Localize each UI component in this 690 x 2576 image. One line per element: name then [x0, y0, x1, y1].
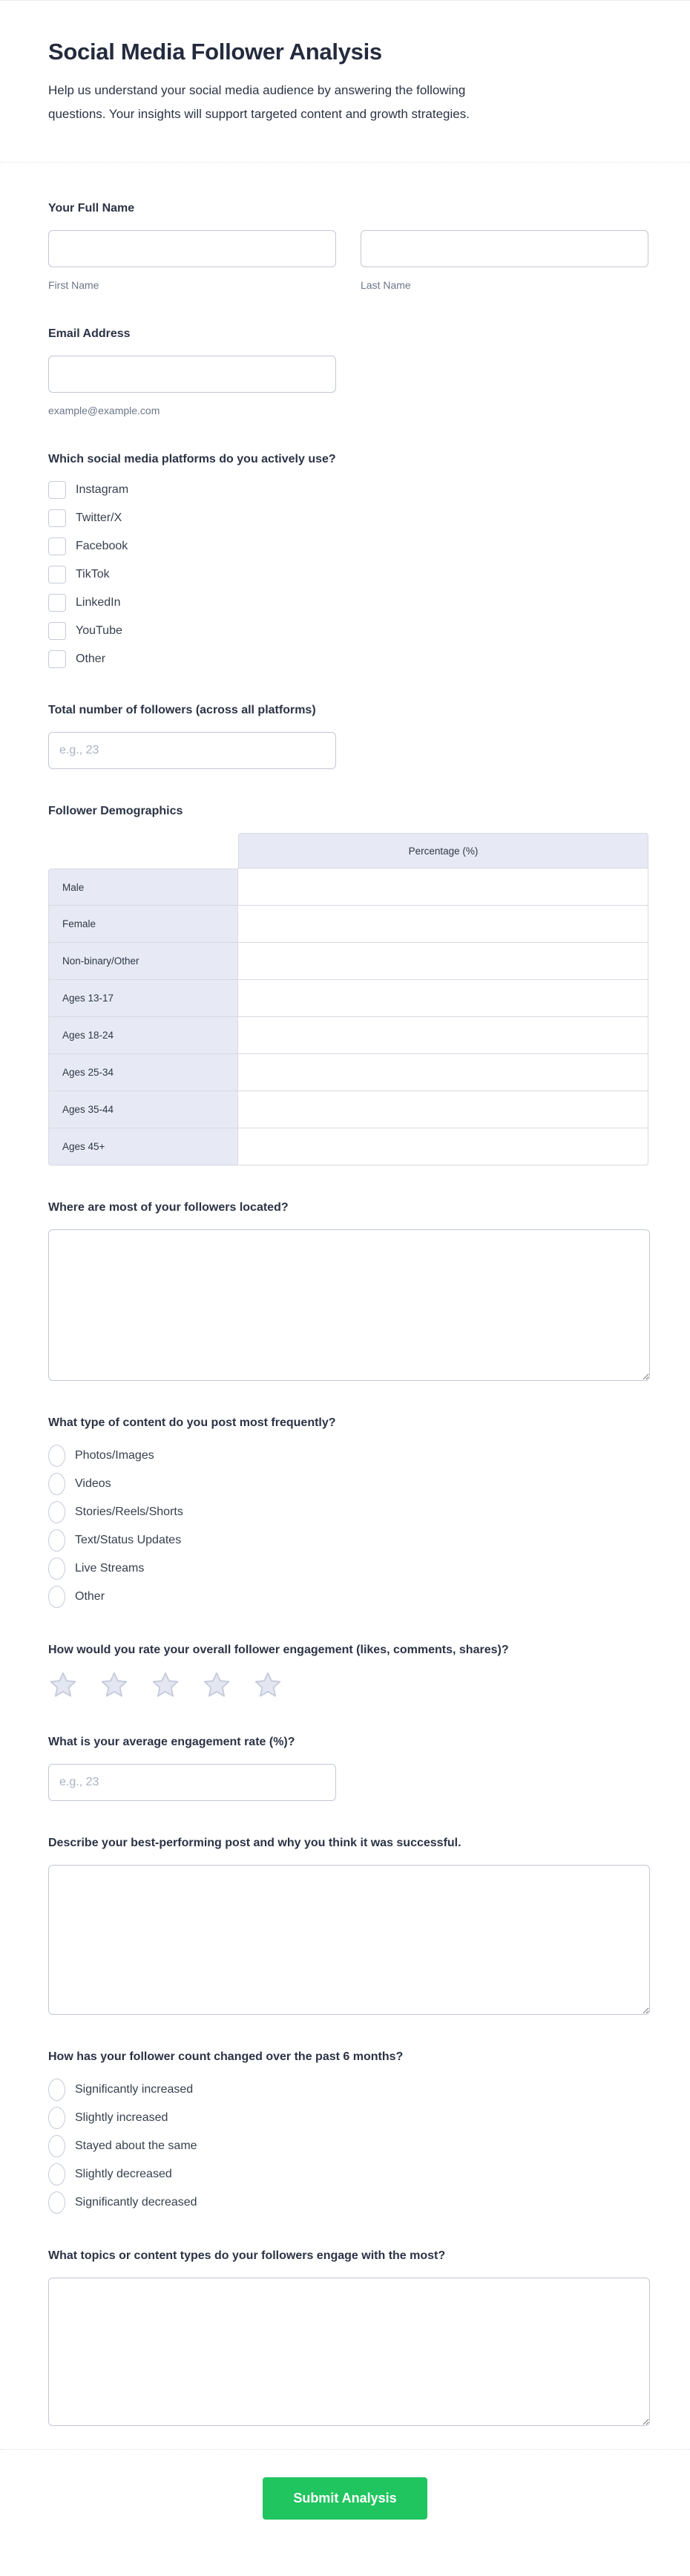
content-option-label: Live Streams [75, 1562, 145, 1575]
platform-option-tiktok[interactable] [48, 566, 650, 583]
platform-option-label: LinkedIn [76, 596, 121, 609]
follower-change-label: How has your follower count changed over the past 6 months? [48, 2050, 404, 2063]
last-name-col [361, 230, 648, 292]
change-option-label: Stayed about the same [75, 2139, 197, 2152]
radio-icon[interactable] [48, 2163, 65, 2186]
last-name-sublabel: Last Name [361, 279, 411, 291]
demographics-percentage-input-male[interactable] [238, 869, 648, 906]
content-option-label: Photos/Images [75, 1449, 154, 1462]
content-option-live-streams[interactable] [48, 1557, 650, 1580]
form-body [0, 163, 690, 2426]
demographics-row-label-ages-13-17: Ages 13-17 [48, 980, 238, 1017]
content-option-videos[interactable] [48, 1473, 650, 1495]
content-option-label: Text/Status Updates [75, 1534, 182, 1546]
change-option-stayed-same[interactable] [48, 2135, 650, 2157]
email-input[interactable] [48, 356, 336, 393]
field-engagement-rating [48, 1643, 650, 1700]
form-title: Social Media Follower Analysis [48, 39, 382, 65]
name-grid [48, 230, 650, 292]
demographics-percentage-input-female[interactable] [238, 906, 648, 943]
checkbox-icon[interactable] [48, 622, 66, 640]
demographics-row-label-ages-45plus: Ages 45+ [48, 1128, 238, 1166]
total-followers-input[interactable] [48, 732, 336, 769]
field-full-name [48, 201, 650, 292]
checkbox-icon[interactable] [48, 509, 66, 527]
change-option-label: Slightly decreased [75, 2168, 172, 2180]
field-engagement-rate [48, 1735, 650, 1801]
full-name-label: Your Full Name [48, 202, 135, 215]
platform-option-instagram[interactable] [48, 481, 650, 499]
first-name-sublabel: First Name [48, 279, 99, 291]
platform-option-label: YouTube [76, 624, 122, 637]
change-option-label: Significantly decreased [75, 2196, 197, 2209]
radio-icon[interactable] [48, 1557, 65, 1580]
content-option-label: Stories/Reels/Shorts [75, 1506, 183, 1518]
platform-option-other[interactable] [48, 650, 650, 668]
demographics-percentage-input-ages-13-17[interactable] [238, 980, 648, 1017]
form-description [48, 79, 582, 126]
star-icon[interactable] [202, 1670, 231, 1700]
platform-option-label: Facebook [76, 540, 128, 552]
checkbox-icon[interactable] [48, 537, 66, 555]
platform-option-linkedin[interactable] [48, 594, 650, 612]
demographics-row-label-ages-35-44: Ages 35-44 [48, 1091, 238, 1128]
first-name-input[interactable] [48, 230, 336, 267]
change-option-slightly-increased[interactable] [48, 2107, 650, 2129]
location-textarea[interactable] [48, 1229, 650, 1381]
radio-icon[interactable] [48, 1473, 65, 1495]
demographics-percentage-input-ages-45plus[interactable] [238, 1128, 648, 1166]
demographics-percentage-input-ages-18-24[interactable] [238, 1017, 648, 1054]
checkbox-icon[interactable] [48, 594, 66, 612]
platform-option-label: Twitter/X [76, 511, 122, 524]
engagement-rate-label: What is your average engagement rate (%)? [48, 1736, 295, 1748]
platform-option-twitter-x[interactable] [48, 509, 650, 527]
checkbox-icon[interactable] [48, 481, 66, 499]
demographics-label: Follower Demographics [48, 805, 183, 817]
topics-label: What topics or content types do your followers engage with the most? [48, 2249, 446, 2262]
demographics-table [48, 833, 648, 1166]
engagement-rate-input[interactable] [48, 1764, 336, 1801]
platform-option-youtube[interactable] [48, 622, 650, 640]
checkbox-icon[interactable] [48, 566, 66, 583]
radio-icon[interactable] [48, 2191, 65, 2214]
demographics-percentage-input-ages-35-44[interactable] [238, 1091, 648, 1128]
field-platforms [48, 452, 650, 668]
total-followers-label: Total number of followers (across all platforms) [48, 704, 316, 716]
form-header [0, 1, 690, 163]
demographics-row-label-ages-25-34: Ages 25-34 [48, 1054, 238, 1091]
demographics-row-label-male: Male [48, 869, 238, 906]
change-option-label: Slightly increased [75, 2111, 168, 2124]
radio-icon[interactable] [48, 1529, 65, 1552]
field-location [48, 1200, 650, 1381]
star-icon[interactable] [151, 1670, 180, 1700]
radio-icon[interactable] [48, 1445, 65, 1467]
demographics-percentage-input-ages-25-34[interactable] [238, 1054, 648, 1091]
last-name-input[interactable] [361, 230, 648, 267]
email-label: Email Address [48, 327, 131, 340]
field-total-followers [48, 703, 650, 769]
radio-icon[interactable] [48, 1501, 65, 1523]
star-icon[interactable] [48, 1670, 78, 1700]
demographics-corner-cell [48, 833, 238, 869]
star-icon[interactable] [253, 1670, 283, 1700]
email-sublabel: example@example.com [48, 405, 160, 416]
change-option-significantly-increased[interactable] [48, 2079, 650, 2101]
radio-icon[interactable] [48, 2135, 65, 2157]
first-name-col [48, 230, 336, 292]
field-demographics [48, 804, 650, 1166]
star-icon[interactable] [99, 1670, 129, 1700]
content-option-other[interactable] [48, 1586, 650, 1608]
checkbox-icon[interactable] [48, 650, 66, 668]
form-description-line2: questions. Your insights will support targeted content and growth strategies. [48, 107, 470, 121]
demographics-row-label-female: Female [48, 906, 238, 943]
platform-option-label: Other [76, 653, 106, 665]
star-rating [48, 1670, 650, 1700]
best-post-label: Describe your best-performing post and why you think it was successful. [48, 1837, 461, 1849]
change-option-significantly-decreased[interactable] [48, 2191, 650, 2214]
platform-option-facebook[interactable] [48, 537, 650, 555]
engagement-rating-label: How would you rate your overall follower engagement (likes, comments, shares)? [48, 1644, 509, 1656]
demographics-column-header: Percentage (%) [238, 833, 648, 869]
demographics-row-label-ages-18-24: Ages 18-24 [48, 1017, 238, 1054]
platform-option-label: Instagram [76, 483, 129, 496]
radio-icon[interactable] [48, 2107, 65, 2129]
change-option-label: Significantly increased [75, 2083, 194, 2096]
platform-option-label: TikTok [76, 568, 110, 581]
submit-button[interactable]: Submit Analysis [263, 2477, 427, 2520]
form-footer [0, 2449, 690, 2558]
form-description-line1: Help us understand your social media audience by answering the following [48, 83, 466, 97]
content-option-text-status[interactable] [48, 1529, 650, 1552]
field-topics [48, 2249, 650, 2426]
demographics-percentage-input-nonbinary[interactable] [238, 943, 648, 980]
best-post-textarea[interactable] [48, 1865, 650, 2015]
field-follower-change [48, 2050, 650, 2214]
platforms-label: Which social media platforms do you actively use? [48, 453, 336, 465]
demographics-row-label-nonbinary: Non-binary/Other [48, 943, 238, 980]
radio-icon[interactable] [48, 1586, 65, 1608]
change-option-slightly-decreased[interactable] [48, 2163, 650, 2186]
content-option-photos[interactable] [48, 1445, 650, 1467]
topics-textarea[interactable] [48, 2278, 650, 2426]
content-type-label: What type of content do you post most frequently? [48, 1416, 336, 1429]
content-option-label: Videos [75, 1477, 111, 1490]
field-email [48, 327, 650, 417]
location-label: Where are most of your followers located? [48, 1201, 289, 1214]
content-option-label: Other [75, 1590, 105, 1603]
field-content-type [48, 1416, 650, 1608]
radio-icon[interactable] [48, 2079, 65, 2101]
content-option-stories[interactable] [48, 1501, 650, 1523]
field-best-post [48, 1836, 650, 2015]
